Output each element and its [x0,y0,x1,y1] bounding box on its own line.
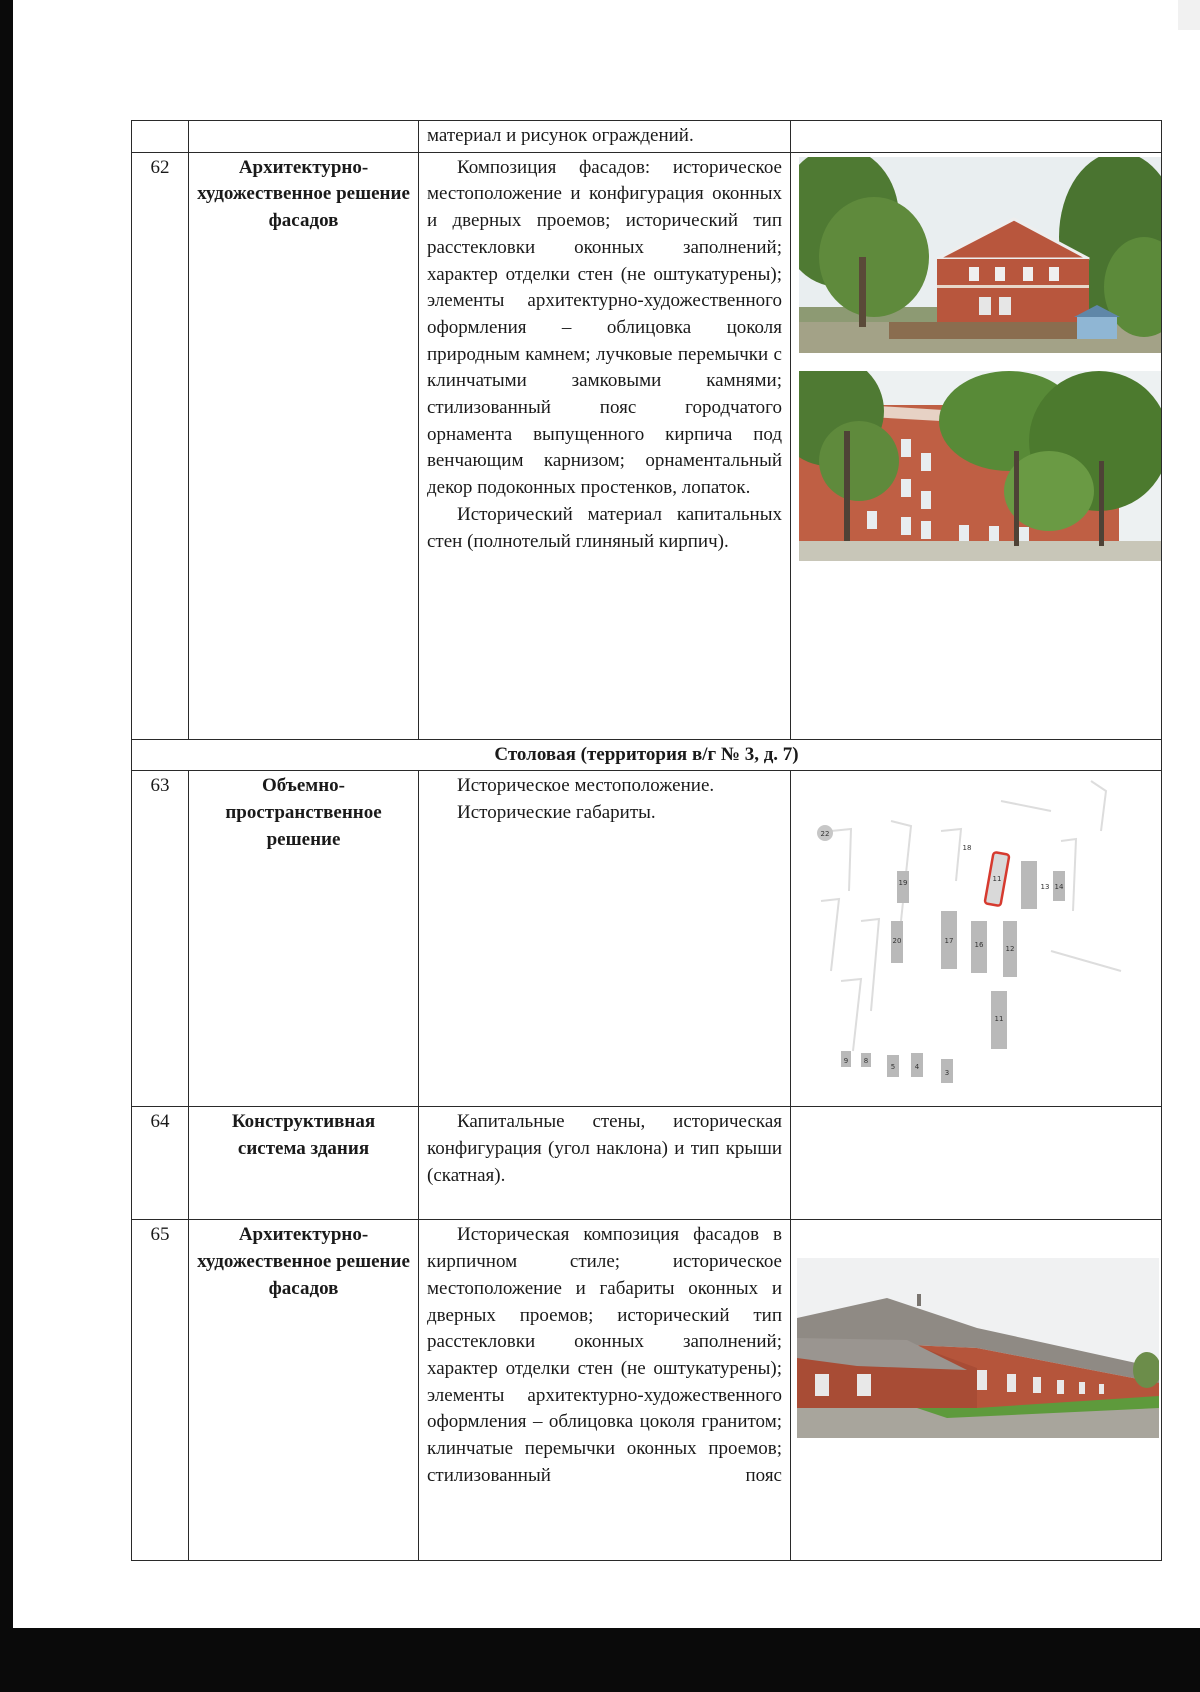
row-name: Объемно-пространственное решение [189,771,419,1107]
scan-corner [1178,0,1200,30]
row-image [791,152,1162,739]
plan-label: 17 [944,937,954,946]
description-paragraph: Историческая композиция фасадов в кирпичном стиле; историческое местоположение и габариты оконных и дверных проемов; исторический тип расстекловки оконных заполнений; характер отделки стен (не оштукатурены); элементы архитектурно-художественного оформления – облицовка цоколя гранитом; клинчатые перемычки оконных проемов; стилизованный пояс [427,1224,782,1486]
row-description [419,1220,791,1561]
row-name: Архитектурно-художественное решение фасадов [189,1220,419,1561]
plan-label: 8 [863,1057,869,1066]
section-header: Столовая (территория в/г № 3, д. 7) [132,739,1162,771]
scan-bottom-border [0,1628,1200,1692]
plan-label: 11 [992,875,1002,884]
row-name [189,121,419,153]
site-plan-drawing [791,771,1161,1103]
plan-label: 20 [892,937,902,946]
facade-photo-1 [799,157,1161,353]
scan-left-edge [0,0,13,1692]
row-number: 64 [132,1107,189,1220]
site-plan [791,771,1153,1103]
row-description [419,771,791,1107]
plan-label: 11 [994,1015,1004,1024]
table-row [132,121,1162,153]
row-image [791,121,1162,153]
plan-label: 13 [1040,883,1050,892]
row-image [791,1220,1162,1561]
row-name: Конструктивная система здания [189,1107,419,1220]
facade-photo-2 [799,371,1161,561]
table-row [132,152,1162,739]
row-number [132,121,189,153]
description-paragraph: Исторические габариты. [457,802,656,824]
continuation-text: материал и рисунок ограждений. [427,125,694,146]
plan-label: 3 [944,1069,950,1078]
section-header-row [132,739,1162,771]
plan-label: 18 [962,844,972,853]
plan-label: 14 [1054,883,1064,892]
description-paragraph: Композиция фасадов: историческое местоположение и конфигурация оконных и дверных проемов; исторический тип расстекловки оконных заполнений; характер отделки стен (не оштукатурены); элементы архитектурно-художественного оформления – облицовка цоколя природным камнем; лучковые перемычки с клинчатыми замковыми камнями; стилизованный пояс городчатого орнамента выпущенного кирпича под венчающим карнизом; орнаментальный декор подоконных простенков, лопаток. [427,156,782,499]
row-image [791,771,1162,1107]
protection-subject-table [131,120,1162,1561]
row-number: 65 [132,1220,189,1561]
description-paragraph: Исторический материал капитальных стен (полнотелый глиняный кирпич). [427,503,782,552]
row-description [419,121,791,153]
description-paragraph: Историческое местоположение. [457,775,715,797]
row-name: Архитектурно-художественное решение фасадов [189,152,419,739]
row-number: 63 [132,771,189,1107]
plan-label: 16 [974,941,984,950]
plan-label: 22 [820,830,830,839]
row-number: 62 [132,152,189,739]
canteen-photo [797,1258,1159,1438]
row-image [791,1107,1162,1220]
table-row [132,771,1162,1107]
plan-label: 4 [914,1063,920,1072]
plan-label: 12 [1005,945,1015,954]
row-description [419,1107,791,1220]
plan-label: 9 [843,1057,849,1066]
table-row [132,1107,1162,1220]
row-description [419,152,791,739]
plan-label: 19 [898,879,908,888]
description-paragraph: Капитальные стены, историческая конфигурация (угол наклона) и тип крыши (скатная). [427,1111,782,1186]
plan-label: 5 [890,1063,896,1072]
table-row [132,1220,1162,1561]
